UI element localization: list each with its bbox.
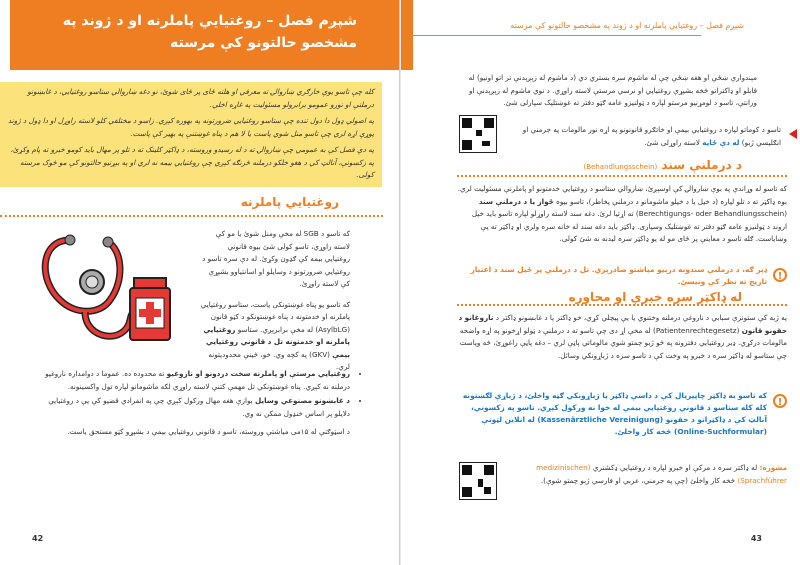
page-number: 43	[750, 534, 762, 543]
right-page	[401, 0, 800, 565]
tip-text: که تاسو به ډاکټر چاپیریال کې د داسې ډاکټر یا ژباړونکي ګټه واخلئ، د ژباړې لګښتونه کله کله ستاسو د قانوني روغتیایي بیمې له خوا نه ورکول کېږي. تاسو په زکسوني، آنالټ کې د ډاکټرانو د حقونو	[462, 391, 767, 424]
chapter-title: شپږم فصل – روغتیایي پاملرنه او د ژوند په مشخصو حالتونو کې مرسته	[62, 13, 357, 51]
body-paragraph	[200, 299, 350, 374]
dotted-divider	[457, 304, 787, 306]
warning-icon: !	[773, 394, 787, 408]
intro-paragraph: په اصولي ډول دا دول تنده چې ستاسو روغتیایي ضرورتونه په بهوره کېږي. زاسو د مختلفي کلو لاسته راوړل او دا ډول د ژوند پوړې اړه لري چې تاسو منل شوي پاست يا لا هم د پناه غوښتنې په بهير کې پاست.	[8, 116, 374, 138]
paragraph-block	[200, 228, 350, 374]
section-2-paragraph	[457, 312, 787, 362]
top-paragraph: مېندوارې ښځې او هغه ښځې چې له ماشوم سره بستري دي (د ماشوم له زېږېدنې تر اتو اونیو) له قابلو او ډاکترانو څخه بشپړې روغتیایي او نرسي مرستې لاسته راوړي. د نوي ماشوم له زېږېدنې او ورانتې، تاسو د لومړنیو مرستو لپاره د ټولنیزو عامه ګټو دفتر ته غوښتلیک سپارلی شئ.	[468, 73, 757, 107]
list-item	[45, 395, 350, 420]
dictionary-note	[501, 462, 787, 487]
medicine-bottle-illustration	[130, 278, 170, 340]
stethoscope-illustration	[30, 220, 190, 350]
body-text: که تاسو له وړاندې په بوې ښاروالۍ کې اوسېږئ، ښاروالي ستاسو د روغتیایي خدمتونو او پاملرنې مسئولیت لري. بوه ډاکټر ته د تلو لپاره (د خیل یا د خپلو ماشومانو د درملنې پخاطر)، تاسو بیوه	[457, 184, 787, 206]
bullet-text: د اسټوګنې له ۱۵می میاشتې وروسته، تاسو د قانوني روغتیایي بیمې د بشپړو کټو مستحق یاست.	[67, 427, 350, 436]
body-paragraph: که تاسو د SGB له مخې ومنل شوئ يا مو کې لاسته راوړي، تاسو کولی شئ بیوه قانوني روغتیایي بیمه کې ګډون وکړئ. له دې سره تاسو د روغتیایي ضرورتونو د وسایلو او اسانتیاوو بشپړې کې لاسته راوړئ.	[202, 229, 350, 288]
body-bold-text: روغتیایي پاملرنه او خدمتونه تل د قانوني روغتیایي بیمې	[203, 324, 350, 359]
body-bold-text: ځواز یا د درملنې سند	[478, 196, 554, 206]
list-item	[45, 426, 350, 439]
body-text: له مخې اړ دی چې تاسو ته د درملنې د ټولو اړخونو په اړه واضحه مالومات درکړي. ډیر روغتیایي دفترونه په څو ژبو چمتو شوي مالوماتي پاڼې لري – دغه پاڼې راغوړئ، څه وياست چې ستاسو له ډاکټر سره د خبرو په وخت کې د تاسو سره د ژباړونکي وسائل.	[459, 325, 787, 360]
section-1-paragraph	[457, 183, 787, 246]
header-rule	[401, 35, 701, 36]
body-text: ته اړتیا لرئ. دغه سند لاسته راوړلو لپاره تاسو باید خیل اروند د ټولنیزو عامه ګټو دفتر ته غوښتلیک وسپاری. ډاکټر باید دغه سند له خانه سره ولري او ډاکټر ته یې وښایاست. ګله تاسو د معاینې پر ځای مو له یو ډاکټر سره لیدنه نه شئ کولی.	[471, 209, 787, 243]
page-number: 42	[32, 534, 44, 543]
bullet-list	[45, 368, 364, 441]
warning-icon: !	[773, 268, 787, 282]
bullet-text: ته محدوده ده. عموما د دوامداره ناروغیو درملنه نه کېږي. پناه غوښتونکي تل مهمې کتنې لاسته راوړي لکه ماشومانو لپاره تول واکسینونه.	[45, 369, 350, 391]
dotted-divider	[457, 175, 787, 177]
intro-paragraph: په دې فصل کې به عمومي چې ښاروالۍ ته د له رسيدو وروسته، د ډاکټر کلينک ته د تلو پر مهال بايد کومو خبرو ته پام وکړئ، په زکسونې، آنالټ کي د هغو خلکو درملنه څرنګه کېږي چې روغتیایي بیمه نه لري او په بېړنيو حالتونو کې مو څوک مرسته کولی.	[10, 145, 374, 179]
chapter-banner	[10, 0, 399, 70]
dotted-divider	[0, 215, 383, 217]
running-head: شپږم فصل – روغتیایي پاملرنه او د ژوند په مشخصو حالتونو کې مرسته	[510, 21, 744, 30]
section-heading: روغتیایي پاملرنه	[240, 195, 339, 209]
tip-term[interactable]: (Online-Suchformular)	[673, 427, 767, 436]
note-term: (medizinischen Sprachführer)	[536, 463, 787, 485]
note-label: مشوره:	[759, 463, 787, 472]
intro-paragraph: کله چې تاسو یوې خارګري ښاروالۍ ته معرفي او هلته ځای پر ځای شوئ، نو دغه ښاروالي ستاسو روغتیایي، د غابښونو درملنې او نورو عمومو برابرولو مسئولیت په غاړه اخلي.	[27, 87, 374, 109]
note-text: له ډاکتر سره د مرکې او خبرو لپاره د روغتیایي ډکشنري	[592, 463, 758, 472]
section-heading: له ډاکټر سره خبرې او محاوره	[568, 290, 742, 304]
health-illustration	[30, 220, 190, 350]
link-here[interactable]: له دې ځایه	[702, 137, 740, 147]
arrow-icon	[789, 129, 797, 139]
section-heading	[584, 158, 742, 172]
link-note	[501, 124, 781, 149]
bullet-bold: د غابښونو مصنوعي وسایل	[254, 396, 350, 405]
qr-code-icon[interactable]	[459, 115, 497, 153]
tip-term: (Kassenärztliche Vereinigung)	[537, 415, 664, 424]
list-item	[45, 368, 350, 393]
qr-code-icon[interactable]	[459, 462, 497, 500]
term-text: (Berechtigungs- oder Behandlungsschein)	[635, 209, 787, 218]
tip-text: څخه کار واخلئ.	[614, 427, 672, 436]
warning-text: ډېر ګه، د درملنې سندونه درېیو میاشتو صادرېږي. تل د درملنې پر ځیل سند د اعتبار تاریخ ته نظر کې ونیسئ.	[470, 265, 767, 286]
section-title: د درملنې سند	[661, 158, 742, 172]
body-text: (GKV) په کچه وي. خو، څینې محدودیتونه لري.	[208, 349, 350, 371]
tip-box	[461, 390, 767, 438]
bullet-bold: روغتیایي مرستې او پاملرنه سخت دردونو او ناروغیو	[166, 369, 350, 378]
tip-text: له انلاین لټونې	[481, 415, 535, 424]
section-term: (Behandlungsschein)	[583, 163, 658, 171]
term-text: (Patientenrechtegesetz)	[653, 325, 740, 335]
body-bold-text: ناروغانو د حقونو قانون	[458, 313, 787, 335]
note-text: څخه کار واخلئ (چې په جرمني، عربي او فارسي ژبو چمتو شوې).	[540, 475, 736, 485]
intro-box	[0, 82, 382, 187]
body-text: په ژبه کې ستونزې سبابي د ناروغي درملنه وختنوي یا یې پیچلي کړي، خو ډاکتر یا د غابښونو ډاکتر د	[495, 313, 787, 322]
link-note-text: تاسو د کوماتو لپاره د روغتیایي بیمې او خاتګرو قانونونو په اړه نور مالومات په جرمني او انګلیسي ژبو)	[522, 125, 781, 147]
body-text: که تاسو یو پناه غوښتونکی یاست، ستاسو روغتیایي پاملرنه او خدمتونه د پناه غوښتونکو د کټو قانون (AsylbLG) له مخې برابرېږي. ستاسو	[200, 299, 350, 334]
link-note-text: لاسته راوړلی شئ.	[644, 137, 700, 147]
banner-side-bar	[375, 0, 387, 70]
bullet-text: بوازې هغه مهال ورکول کېږي چې په انفرادي قضیو کې یې د روغتیایي دلایلو پر اساس خنډول ممکن نه وي.	[48, 396, 350, 418]
